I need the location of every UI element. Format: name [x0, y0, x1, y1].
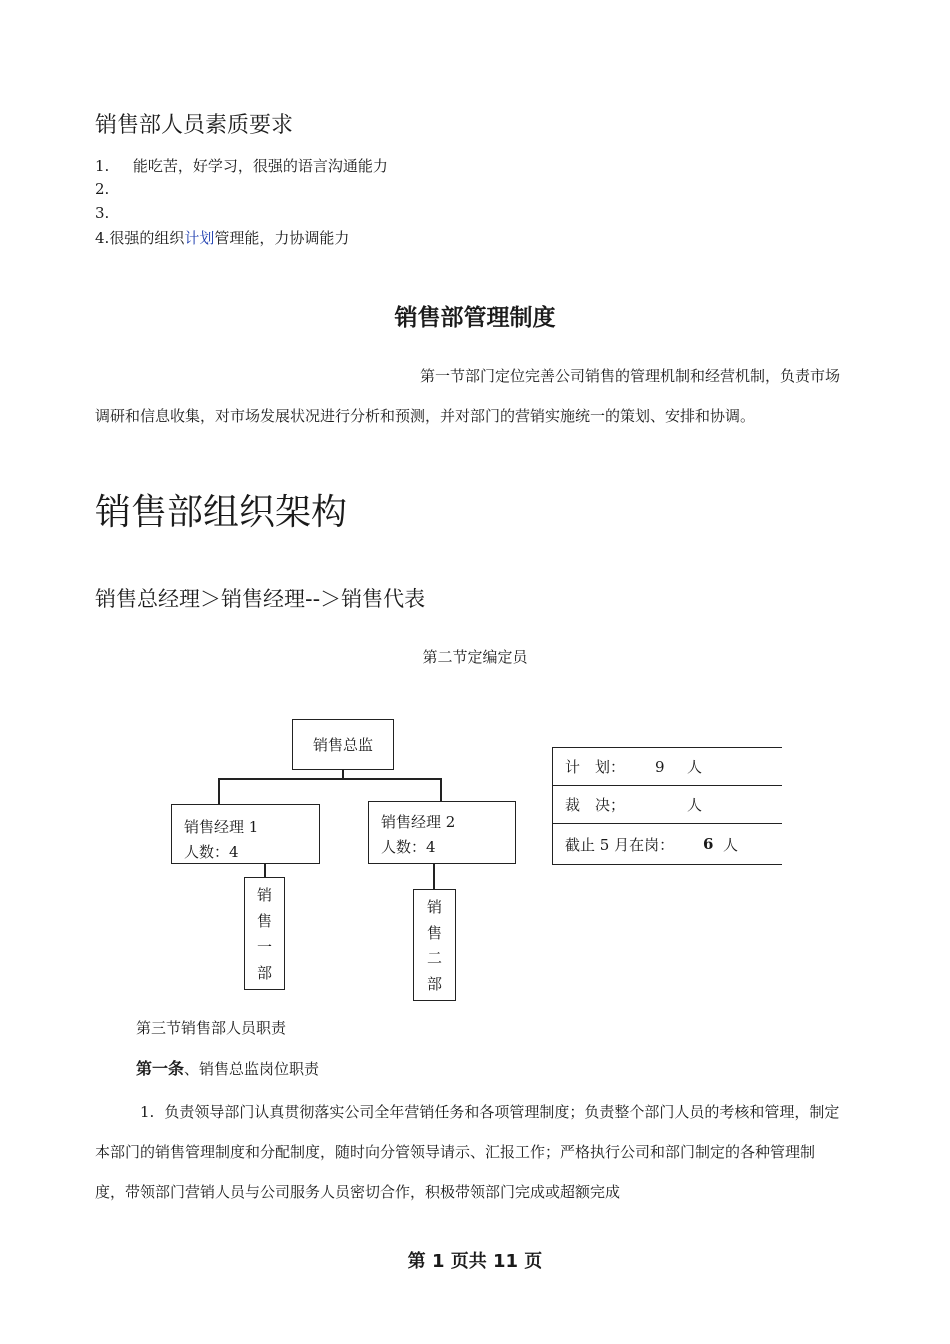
connector-line — [433, 864, 435, 890]
connector-line — [218, 778, 220, 805]
plan-link[interactable]: 计划 — [184, 229, 215, 247]
list-item — [95, 227, 349, 248]
requirements-heading: 销售部人员素质要求 — [95, 113, 294, 138]
management-paragraph — [95, 356, 843, 436]
management-heading: 销售部管理制度 — [394, 305, 556, 331]
list-number: 4. — [95, 229, 110, 247]
list-number: 3. — [95, 204, 110, 222]
decided-row — [553, 786, 782, 824]
decided-label: 裁 决； — [565, 796, 626, 814]
dept-1-char: 销 — [256, 886, 272, 905]
staffing-table — [552, 747, 782, 865]
connector-line — [264, 864, 266, 877]
decided-unit: 人 — [687, 796, 703, 814]
connector-line — [218, 778, 441, 780]
paragraph-text: 负责领导部门认真贯彻落实公司全年营销任务和各项管理制度；负责整个部门人员的考核和管理，制定本部门的销售管理制度和分配制度，随时向分管领导请示、汇报工作；严格执行公司和部门制定的各种管理制度，带领部门营销人员与公司服务人员密切合作，积极带领部门完成或超额完成 — [95, 1103, 840, 1201]
list-item — [95, 180, 109, 198]
manager-2-count: 人数：4 — [381, 838, 436, 856]
paragraph-number: 1. — [140, 1103, 155, 1121]
list-text: 管理能，力协调能力 — [214, 229, 350, 247]
list-item — [95, 204, 109, 222]
manager-1-box — [171, 804, 320, 864]
paragraph-text: 第一节部门定位完善公司销售的管理机制和经营机制，负责市场调研和信息收集，对市场发展状况进行分析和预测，并对部门的营销实施统一的策划、安排和协调。 — [95, 367, 841, 425]
duties-paragraph — [95, 1092, 843, 1212]
list-text: 能吃苦，好学习，很强的语言沟通能力 — [132, 157, 388, 175]
plan-value: 9 — [655, 757, 665, 776]
article-name: 、销售总监岗位职责 — [184, 1060, 320, 1078]
org-heading: 销售部组织架构 — [95, 492, 348, 533]
manager-2-box — [368, 801, 516, 864]
director-label: 销售总监 — [312, 736, 373, 754]
list-item — [95, 155, 388, 176]
dept-2-char: 二 — [426, 949, 442, 968]
manager-1-count: 人数：4 — [184, 843, 239, 861]
plan-row — [553, 748, 782, 786]
current-value: 6 — [703, 835, 714, 853]
list-text: 很强的组织 — [109, 229, 185, 247]
connector-line — [440, 778, 442, 801]
article-number: 第一条 — [136, 1059, 185, 1078]
list-number: 2. — [95, 180, 110, 198]
manager-1-title: 销售经理 1 — [184, 818, 259, 836]
dept-1-char: 部 — [256, 963, 272, 982]
director-box — [292, 719, 394, 770]
section-2-title: 第二节定编定员 — [422, 648, 528, 666]
dept-2-box — [413, 889, 456, 1001]
dept-2-char: 销 — [426, 898, 442, 917]
dept-1-char: 售 — [256, 912, 272, 931]
current-unit: 人 — [723, 835, 739, 854]
page-footer: 第 1 页共 11 页 — [407, 1251, 543, 1272]
article-title — [136, 1056, 319, 1079]
dept-1-char: 一 — [256, 937, 272, 956]
list-number: 1. — [95, 157, 110, 175]
dept-2-char: 售 — [426, 923, 442, 942]
connector-line — [342, 770, 344, 778]
plan-label: 计 划： — [565, 758, 626, 776]
manager-2-title: 销售经理 2 — [381, 813, 456, 831]
dept-2-char: 部 — [426, 974, 442, 993]
current-label: 截止 5 月在岗： — [565, 835, 675, 854]
plan-unit: 人 — [687, 758, 703, 776]
current-row — [553, 824, 782, 864]
org-chain: 销售总经理＞销售经理--＞销售代表 — [95, 587, 426, 611]
section-3-title: 第三节销售部人员职责 — [136, 1019, 287, 1037]
dept-1-box — [244, 877, 285, 990]
